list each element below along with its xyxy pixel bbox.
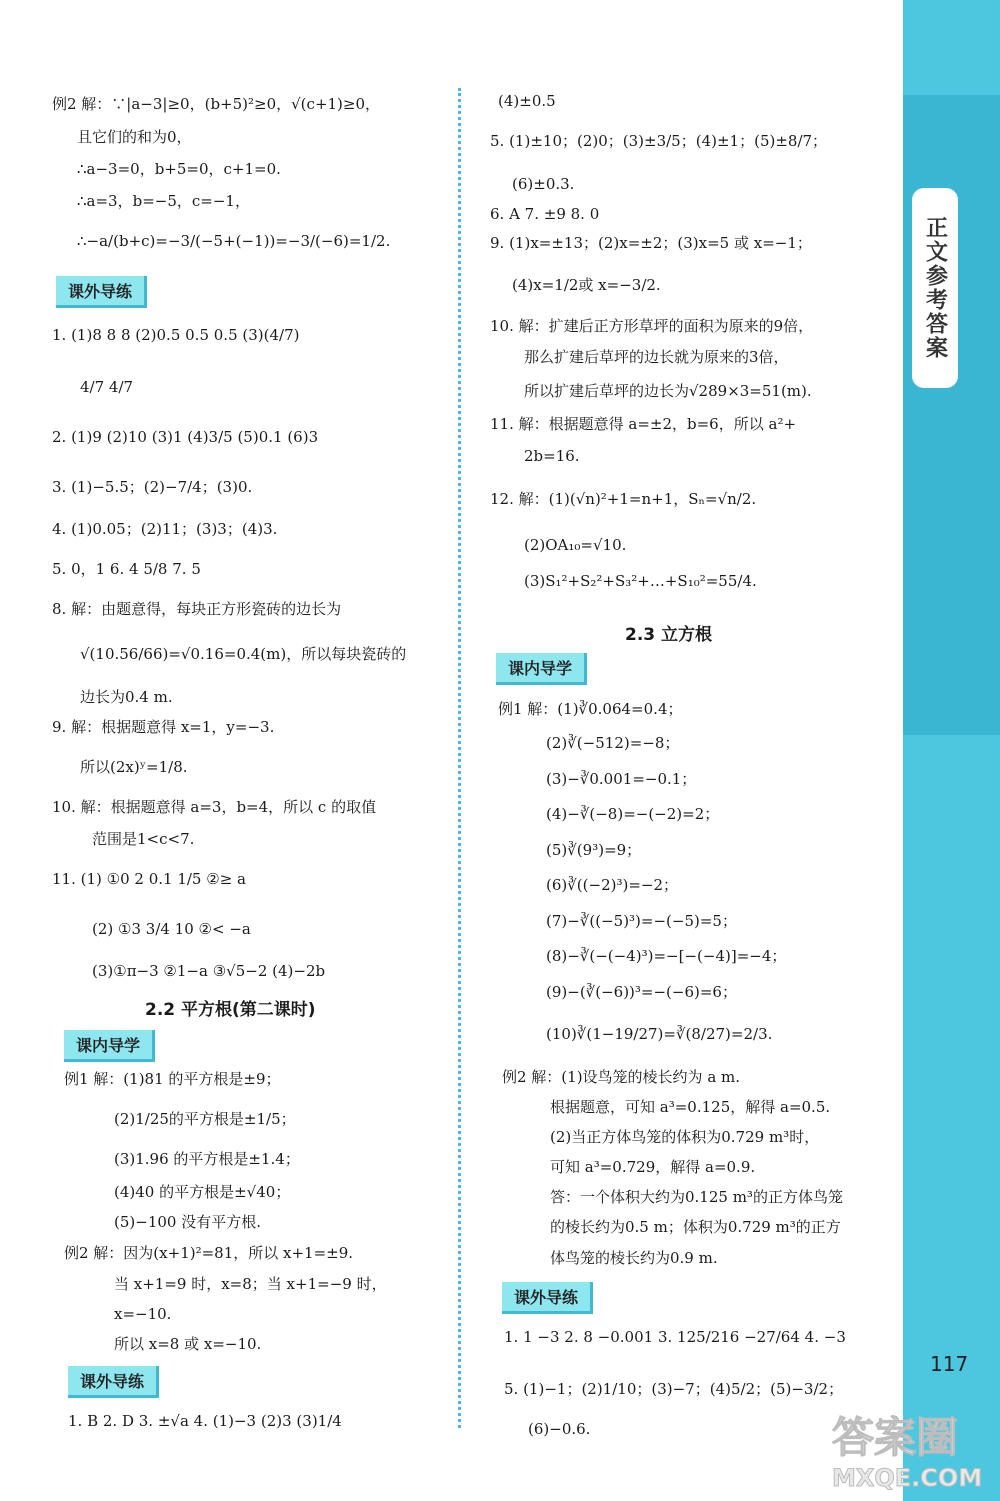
- cube-example2-line1: 例2 解：(1)设鸟笼的棱长约为 a m.: [502, 1068, 741, 1086]
- cube-example1-line5: (5)∛(9³)=9；: [546, 841, 642, 859]
- watermark-brand: 答案圈: [832, 1413, 959, 1462]
- cube-example1-line6: (6)∛((−2)³)=−2；: [546, 876, 679, 894]
- r-answer-6-8: 6. A 7. ±9 8. 0: [490, 205, 600, 223]
- answer-8b: √(10.56/66)=√0.16=0.4(m)，所以每块瓷砖的: [80, 645, 407, 663]
- section-tab: [912, 188, 958, 388]
- cube-example2-line5: 答：一个体积大约为0.125 m³的正方体鸟笼: [550, 1188, 843, 1206]
- r-answer-11b: 2b=16.: [524, 447, 580, 465]
- example2b-line3: x=−10.: [114, 1305, 172, 1323]
- r-answer-5b: (6)±0.3.: [512, 175, 575, 193]
- answer-1b: 4/7 4/7: [80, 378, 134, 396]
- example2b-line4: 所以 x=8 或 x=−10.: [114, 1335, 262, 1353]
- cube-example2-line4: 可知 a³=0.729，解得 a=0.9.: [550, 1158, 756, 1176]
- example1-line2: (2)1/25的平方根是±1/5；: [114, 1110, 296, 1128]
- r-answer-10b: 那么扩建后草坪的边长就为原来的3倍，: [524, 348, 789, 366]
- answer-1a: 1. (1)8 8 8 (2)0.5 0.5 0.5 (3)(4/7): [52, 326, 300, 344]
- section-badge-homework: 课外导练: [56, 276, 147, 308]
- watermark-logo: [812, 1400, 992, 1495]
- cube-example1-line4: (4)−∛(−8)=−(−2)=2；: [546, 805, 720, 823]
- cube-answer-5b: (6)−0.6.: [528, 1420, 591, 1438]
- answer-8c: 边长为0.4 m.: [80, 688, 173, 706]
- answer-4: 4. (1)0.05；(2)11；(3)3；(4)3.: [52, 520, 278, 538]
- answer-3: 3. (1)−5.5；(2)−7/4；(3)0.: [52, 478, 253, 496]
- cube-example1-line1: 例1 解：(1)∛0.064=0.4；: [498, 700, 683, 718]
- answer-11a: 11. (1) ①0 2 0.1 1/5 ②≥ a: [52, 870, 246, 888]
- example1-line5: (5)−100 没有平方根.: [114, 1213, 261, 1231]
- cube-example2-line3: (2)当正方体鸟笼的体积为0.729 m³时，: [550, 1128, 820, 1146]
- r-answer-12a: 12. 解：(1)(√n)²+1=n+1，Sₙ=√n/2.: [490, 490, 757, 508]
- example2-line2: 且它们的和为0，: [77, 128, 192, 146]
- r-answer-9a: 9. (1)x=±13；(2)x=±2；(3)x=5 或 x=−1；: [490, 234, 812, 252]
- cube-example2-line2: 根据题意，可知 a³=0.125，解得 a=0.5.: [550, 1098, 831, 1116]
- example2-line1: 例2 解：∵|a−3|≥0，(b+5)²≥0，√(c+1)≥0，: [52, 95, 381, 113]
- column-divider: [458, 88, 461, 1428]
- section-badge-homework-3: 课外导练: [502, 1282, 593, 1314]
- r-answer-4: (4)±0.5: [498, 92, 556, 110]
- r-answer-11a: 11. 解：根据题意得 a=±2，b=6，所以 a²+: [490, 415, 797, 433]
- answer-8a: 8. 解：由题意得，每块正方形瓷砖的边长为: [52, 600, 342, 618]
- answer-9a: 9. 解：根据题意得 x=1，y=−3.: [52, 718, 275, 736]
- cube-example1-line8: (8)−∛(−(−4)³)=−[−(−4)]=−4；: [546, 947, 787, 965]
- section-badge-classwork-2: 课内导学: [496, 653, 587, 685]
- example2-line5: ∴−a/(b+c)=−3/(−5+(−1))=−3/(−6)=1/2.: [77, 232, 391, 250]
- r-answer-12c: (3)S₁²+S₂²+S₃²+…+S₁₀²=55/4.: [524, 572, 757, 590]
- section-title-2-2: 2.2 平方根(第二课时): [145, 1000, 316, 1020]
- r-answer-9b: (4)x=1/2或 x=−3/2.: [512, 276, 661, 294]
- answer-2: 2. (1)9 (2)10 (3)1 (4)3/5 (5)0.1 (6)3: [52, 428, 319, 446]
- r-answer-12b: (2)OA₁₀=√10.: [524, 536, 627, 554]
- cube-example2-line7: 体鸟笼的棱长约为0.9 m.: [550, 1249, 718, 1267]
- cube-example2-line6: 的棱长约为0.5 m；体积为0.729 m³的正方: [550, 1218, 841, 1236]
- page-number: 117: [930, 1352, 969, 1376]
- cube-answer-5a: 5. (1)−1；(2)1/10；(3)−7；(4)5/2；(5)−3/2；: [504, 1380, 844, 1398]
- cube-example1-line2: (2)∛(−512)=−8；: [546, 734, 680, 752]
- watermark-url: MXQE.COM: [832, 1464, 983, 1492]
- r-answer-5a: 5. (1)±10；(2)0；(3)±3/5；(4)±1；(5)±8/7；: [490, 132, 828, 150]
- answer-10b: 范围是1<c<7.: [92, 830, 195, 848]
- section-tab-label: 正文参考答案: [922, 216, 948, 360]
- answer-10a: 10. 解：根据题意得 a=3，b=4，所以 c 的取值: [52, 798, 377, 816]
- cube-example1-line9: (9)−(∛(−6))³=−(−6)=6；: [546, 983, 737, 1001]
- example1-line4: (4)40 的平方根是±√40；: [114, 1183, 291, 1201]
- example2b-line2: 当 x+1=9 时，x=8；当 x+1=−9 时，: [114, 1275, 387, 1293]
- cube-answer-1-4: 1. 1 −3 2. 8 −0.001 3. 125/216 −27/64 4. −3: [504, 1328, 846, 1346]
- answer-9b: 所以(2x)ʸ=1/8.: [80, 758, 188, 776]
- example2-line4: ∴a=3，b=−5，c=−1，: [77, 192, 250, 210]
- section-badge-classwork: 课内导学: [64, 1030, 155, 1062]
- answer-11b: (2) ①3 3/4 10 ②< −a: [92, 920, 251, 938]
- section-badge-homework-2: 课外导练: [68, 1366, 159, 1398]
- r-answer-10a: 10. 解：扩建后正方形草坪的面积为原来的9倍，: [490, 317, 814, 335]
- answer-last-line: 1. B 2. D 3. ±√a 4. (1)−3 (2)3 (3)1/4: [68, 1412, 342, 1430]
- cube-example1-line7: (7)−∛((−5)³)=−(−5)=5；: [546, 912, 737, 930]
- cube-example1-line10: (10)∛(1−19/27)=∛(8/27)=2/3.: [546, 1025, 773, 1043]
- answer-5-7: 5. 0，1 6. 4 5/8 7. 5: [52, 560, 201, 578]
- section-title-2-3: 2.3 立方根: [625, 625, 713, 645]
- example2-line3: ∴a−3=0，b+5=0，c+1=0.: [77, 160, 281, 178]
- example1-line1: 例1 解：(1)81 的平方根是±9；: [64, 1070, 281, 1088]
- r-answer-10c: 所以扩建后草坪的边长为√289×3=51(m).: [524, 382, 812, 400]
- cube-example1-line3: (3)−∛0.001=−0.1；: [546, 770, 697, 788]
- example2b-line1: 例2 解：因为(x+1)²=81，所以 x+1=±9.: [64, 1244, 354, 1262]
- example1-line3: (3)1.96 的平方根是±1.4；: [114, 1150, 300, 1168]
- answer-11c: (3)①π−3 ②1−a ③√5−2 (4)−2b: [92, 962, 326, 980]
